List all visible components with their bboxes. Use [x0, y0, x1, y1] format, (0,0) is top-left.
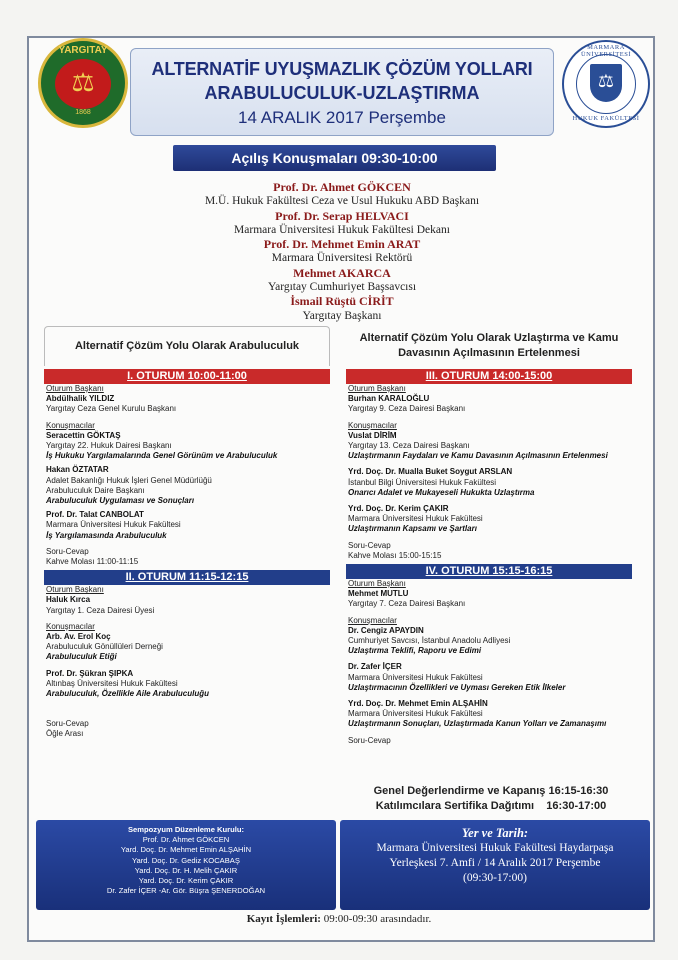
talk-speaker: Dr. Zafer İÇER: [348, 662, 402, 672]
committee-member: Prof. Dr. Ahmet GÖKCEN: [142, 835, 230, 845]
talk-speaker: Yrd. Doç. Dr. Mualla Buket Soygut ARSLAN: [348, 467, 513, 477]
talk-topic: Arabuluculuk Uygulaması ve Sonuçları: [46, 496, 195, 506]
mediation-column: [44, 326, 330, 740]
opening-banner: Açılış Konuşmaları 09:30-10:00: [173, 145, 496, 171]
break-label: Kahve Molası 15:00-15:15: [348, 550, 442, 560]
speaker-name: Mehmet AKARCA: [293, 265, 391, 280]
scales-icon: ⚖: [71, 68, 95, 98]
chair-role: Yargıtay 1. Ceza Dairesi Üyesi: [46, 605, 155, 615]
session-3-body: [346, 384, 632, 561]
registration-text: 09:00-09:30 arasındadır.: [320, 913, 432, 925]
marmara-law-logo: [562, 40, 650, 128]
speakers-label: Konuşmacılar: [348, 420, 397, 430]
break-label: Kahve Molası 11:00-11:15: [46, 557, 139, 567]
speakers-label: Konuşmacılar: [46, 420, 95, 430]
chair-label: Oturum Başkanı: [46, 384, 104, 393]
talk-affiliation: Adalet Bakanlığı Hukuk İşleri Genel Müdürlüğü: [46, 475, 212, 485]
chair-name: Abdülhalik YILDIZ: [46, 394, 115, 404]
speaker-role: Marmara Üniversitesi Hukuk Fakültesi Dekanı: [234, 223, 450, 236]
chair-label: Oturum Başkanı: [348, 384, 406, 393]
committee-member: Yard. Doç. Dr. Gediz KOCABAŞ: [132, 855, 240, 865]
venue-box: [340, 820, 650, 910]
speaker-name: Prof. Dr. Mehmet Emin ARAT: [263, 237, 421, 252]
session-2-header: [44, 570, 330, 585]
speakers-label: Konuşmacılar: [348, 615, 397, 625]
title-line-1: ALTERNATİF UYUŞMAZLIK ÇÖZÜM YOLLARI: [151, 59, 533, 79]
organizing-committee: [36, 820, 336, 910]
chair-name: Haluk Kırca: [46, 595, 91, 605]
talk-affiliation: Yargıtay 22. Hukuk Dairesi Başkanı: [46, 441, 172, 451]
talk-topic: Arabuluculuk Etiği: [46, 652, 117, 662]
certificate-line: Katılımcılara Sertifika Dağıtımı 16:30-17:00: [375, 800, 607, 812]
chair-role: Yargıtay 9. Ceza Dairesi Başkanı: [348, 404, 466, 414]
speaker-role: Yargıtay Başkanı: [302, 309, 382, 322]
talk-affiliation: Marmara Üniversitesi Hukuk Fakültesi: [46, 520, 181, 530]
session-4-body: [346, 579, 632, 746]
talk-topic: Onarıcı Adalet ve Mukayeseli Hukukta Uzlaştırma: [348, 487, 535, 497]
chair-label: Oturum Başkanı: [46, 585, 104, 595]
talk-topic: Uzlaştırmanın Sonuçları, Uzlaştırmada Kanun Yolları ve Zamanaşımı: [348, 719, 607, 729]
venue-time: (09:30-17:00): [463, 872, 527, 884]
break-label: Öğle Arası: [46, 729, 84, 739]
registration-note: [0, 913, 678, 925]
chair-name: Burhan KARALOĞLU: [348, 394, 430, 404]
session-3-header: [346, 369, 632, 384]
chair-name: Mehmet MUTLU: [348, 589, 409, 599]
talk-topic: Uzlaştırma Teklifi, Raporu ve Edimi: [348, 646, 482, 656]
chair-role: Yargıtay 7. Ceza Dairesi Başkanı: [348, 599, 466, 609]
committee-member: Yard. Doç. Dr. Kerim ÇAKIR: [138, 876, 234, 886]
talk-speaker: Seracettin GÖKTAŞ: [46, 430, 121, 440]
talk-speaker: Prof. Dr. Talat CANBOLAT: [46, 510, 144, 520]
talk-speaker: Prof. Dr. Şükran ŞIPKA: [46, 668, 134, 678]
speaker-name: Prof. Dr. Ahmet GÖKCEN: [273, 180, 411, 194]
chair-label: Oturum Başkanı: [348, 579, 406, 589]
title-line-2: ARABULUCULUK-UZLAŞTIRMA: [204, 83, 480, 103]
conciliation-column: [346, 326, 632, 746]
closing-line: Genel Değerlendirme ve Kapanış 16:15-16:30: [373, 785, 609, 797]
committee-member: Dr. Zafer İÇER -Ar. Gör. Büşra ŞENERDOĞAN: [106, 886, 266, 896]
shield-icon: ⚖: [590, 64, 622, 102]
talk-affiliation: Yargıtay 13. Ceza Dairesi Başkanı: [348, 441, 470, 451]
session-title: IV. OTURUM 15:15-16:15: [425, 565, 553, 578]
column-heading: Alternatif Çözüm Yolu Olarak Uzlaştırma ve Kamu Davasının Açılmasının Ertelenmesi: [359, 332, 619, 359]
talk-affiliation: Marmara Üniversitesi Hukuk Fakültesi: [348, 514, 483, 524]
committee-member: Yard. Doç. Dr. H. Melih ÇAKIR: [134, 865, 238, 875]
qa-label: Soru-Cevap: [348, 735, 391, 745]
yargitay-logo-year: 1868: [75, 109, 91, 116]
talk-affiliation: Arabuluculuk Daire Başkanı: [46, 485, 145, 495]
committee-member: Yard. Doç. Dr. Mehmet Emin ALŞAHİN: [120, 845, 252, 855]
committee-title: Sempozyum Düzenleme Kurulu:: [127, 825, 245, 834]
talk-topic: İş Yargılamasında Arabuluculuk: [46, 530, 167, 540]
talk-speaker: Yrd. Doç. Dr. Kerim ÇAKIR: [348, 504, 449, 514]
speaker-role: M.Ü. Hukuk Fakültesi Ceza ve Usul Hukuku ABD Başkanı: [204, 195, 480, 208]
session-title: I. OTURUM 10:00-11:00: [127, 370, 247, 382]
session-1-body: [44, 384, 330, 567]
session-2-body: [44, 585, 330, 739]
talk-speaker: Vuslat DİRİM: [348, 430, 397, 440]
marmara-logo-text-bottom: HUKUK FAKÜLTESİ: [572, 115, 640, 122]
talk-affiliation: İstanbul Bilgi Üniversitesi Hukuk Fakültesi: [348, 477, 497, 487]
speaker-name: İsmail Rüştü CİRİT: [290, 294, 394, 309]
talk-speaker: Hakan ÖZTATAR: [46, 465, 109, 475]
venue-line: Marmara Üniversitesi Hukuk Fakültesi Haydarpaşa: [376, 842, 614, 854]
talk-topic: Uzlaştırmanın Faydaları ve Kamu Davasının Açılmasının Ertelenmesi: [348, 451, 608, 461]
qa-label: Soru-Cevap: [46, 719, 89, 729]
talk-speaker: Yrd. Doç. Dr. Mehmet Emin ALŞAHİN: [348, 699, 488, 709]
chair-role: Yargıtay Ceza Genel Kurulu Başkanı: [46, 404, 177, 414]
talk-speaker: Dr. Cengiz APAYDIN: [348, 625, 424, 635]
yargitay-logo: [38, 38, 128, 128]
venue-title: Yer ve Tarih:: [461, 826, 529, 840]
yargitay-logo-text: YARGITAY: [58, 45, 108, 56]
opening-speakers: [130, 180, 554, 323]
session-4-header: [346, 564, 632, 579]
closing-schedule: [346, 784, 636, 814]
venue-line: Yerleşkesi 7. Amfi / 14 Aralık 2017 Perşembe: [389, 857, 601, 869]
talk-topic: İş Hukuku Yargılamalarında Genel Görünüm ve Arabuluculuk: [46, 451, 278, 461]
talk-affiliation: Arabuluculuk Gönüllüleri Derneği: [46, 642, 163, 652]
session-title: III. OTURUM 14:00-15:00: [425, 370, 553, 382]
column-heading: Alternatif Çözüm Yolu Olarak Arabuluculuk: [44, 326, 330, 366]
title-banner: [130, 48, 554, 136]
talk-topic: Uzlaştırmacının Özellikleri ve Uyması Gereken Etik İlkeler: [348, 682, 566, 692]
speakers-label: Konuşmacılar: [46, 621, 95, 631]
speaker-role: Marmara Üniversitesi Rektörü: [271, 252, 413, 265]
talk-topic: Uzlaştırmanın Kapsamı ve Şartları: [348, 524, 477, 534]
qa-label: Soru-Cevap: [348, 540, 391, 550]
talk-affiliation: Marmara Üniversitesi Hukuk Fakültesi: [348, 709, 483, 719]
qa-label: Soru-Cevap: [46, 546, 89, 556]
marmara-logo-text-top: MARMARA ÜNİVERSİTESİ: [580, 44, 632, 58]
talk-topic: Arabuluculuk, Özellikle Aile Arabuluculuğu: [46, 689, 209, 699]
talk-speaker: Arb. Av. Erol Koç: [46, 632, 111, 642]
talk-affiliation: Marmara Üniversitesi Hukuk Fakültesi: [348, 672, 483, 682]
session-1-header: [44, 369, 330, 384]
speaker-role: Yargıtay Cumhuriyet Başsavcısı: [267, 281, 417, 294]
spacer: [46, 699, 330, 719]
registration-label: Kayıt İşlemleri:: [246, 913, 321, 925]
speaker-name: Prof. Dr. Serap HELVACI: [275, 208, 409, 223]
talk-affiliation: Cumhuriyet Savcısı, İstanbul Anadolu Adliyesi: [348, 636, 511, 646]
event-date: 14 ARALIK 2017 Perşembe: [238, 108, 446, 127]
session-title: II. OTURUM 11:15-12:15: [125, 571, 249, 584]
talk-affiliation: Altınbaş Üniversitesi Hukuk Fakültesi: [46, 678, 178, 688]
